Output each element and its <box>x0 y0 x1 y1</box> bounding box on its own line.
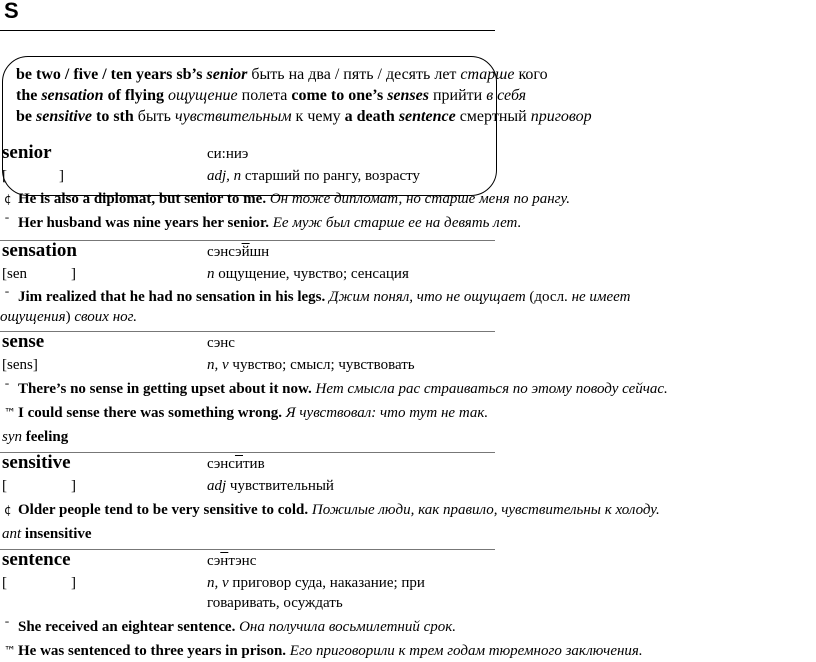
phrase-line-2: the sensation of flying ощущение полета come to one’s senses прийти в себя <box>16 87 527 104</box>
headword-sentence: sentence <box>2 549 71 570</box>
example-sentence-1: ˉ She received an eightear sentence. Она получила восьмилетний срок. <box>4 619 457 635</box>
headword-sensation: sensation <box>2 240 77 261</box>
pronunciation-sense: [sens] <box>2 357 38 373</box>
pronunciation-sensation: [sen ] <box>2 266 76 282</box>
pronunciation-sensitive: [ ] <box>2 478 76 494</box>
definition-sensation: n ощущение, чувство; сенсация <box>207 266 409 282</box>
example-sensation-cont: ощущения) своих ног. <box>0 309 138 325</box>
headword-senior: senior <box>2 142 52 163</box>
top-divider <box>0 30 495 31</box>
example-sentence-2: ™ He was sentenced to three years in prison. Его приговорили к трем годам тюремного заключения. <box>4 643 643 659</box>
transliteration-sensation: сэнсэйшн <box>207 244 270 260</box>
example-sense-1: ˉ There’s no sense in getting upset about it now. Нет смысла рас страиваться по этому поводу сейчас. <box>4 381 668 397</box>
divider <box>0 549 495 550</box>
example-sensation: ˉ Jim realized that he had no sensation in his legs. Джим понял, что не ощущает (досл. не имеет <box>4 289 631 305</box>
divider <box>0 452 495 453</box>
antonym-sensitive: ant insensitive <box>2 526 92 542</box>
divider <box>0 331 495 332</box>
section-letter: S <box>4 0 19 23</box>
definition-sense: n, v чувство; смысл; чувствовать <box>207 357 415 373</box>
phrase-line-3: be sensitive to sth быть чувствительным к чему a death sentence смертный приговор <box>16 108 592 125</box>
pronunciation-senior: [ ] <box>2 168 64 184</box>
definition-senior: adj, n старший по рангу, возрасту <box>207 168 421 184</box>
pronunciation-sentence: [ ] <box>2 575 76 591</box>
definition-sentence-cont: говаривать, осуждать <box>207 595 343 611</box>
example-senior-1: ¢ He is also a diplomat, but senior to me. Он тоже дипломат, но старше меня по рангу. <box>4 191 570 207</box>
transliteration-sensitive: сэнситив <box>207 456 265 472</box>
definition-sentence: n, v приговор суда, наказание; при <box>207 575 425 591</box>
example-sense-2: ™ I could sense there was something wrong. Я чувствовал: что тут не так. <box>4 405 489 421</box>
example-sensitive: ¢ Older people tend to be very sensitive to cold. Пожилые люди, как правило, чувствительны к холоду. <box>4 502 660 518</box>
phrase-line-1: be two / five / ten years sb’s senior быть на два / пять / десять лет старше кого <box>16 66 548 83</box>
transliteration-sense: сэнс <box>207 335 235 351</box>
definition-sensitive: adj чувствительный <box>207 478 334 494</box>
headword-sensitive: sensitive <box>2 452 71 473</box>
transliteration-senior: си:ниэ <box>207 146 249 162</box>
headword-sense: sense <box>2 331 45 352</box>
example-senior-2: ˉ Her husband was nine years her senior. Ее муж был старше ее на девять лет. <box>4 215 522 231</box>
transliteration-sentence: сэнтэнс <box>207 553 257 569</box>
synonym-sense: syn feeling <box>2 429 69 445</box>
